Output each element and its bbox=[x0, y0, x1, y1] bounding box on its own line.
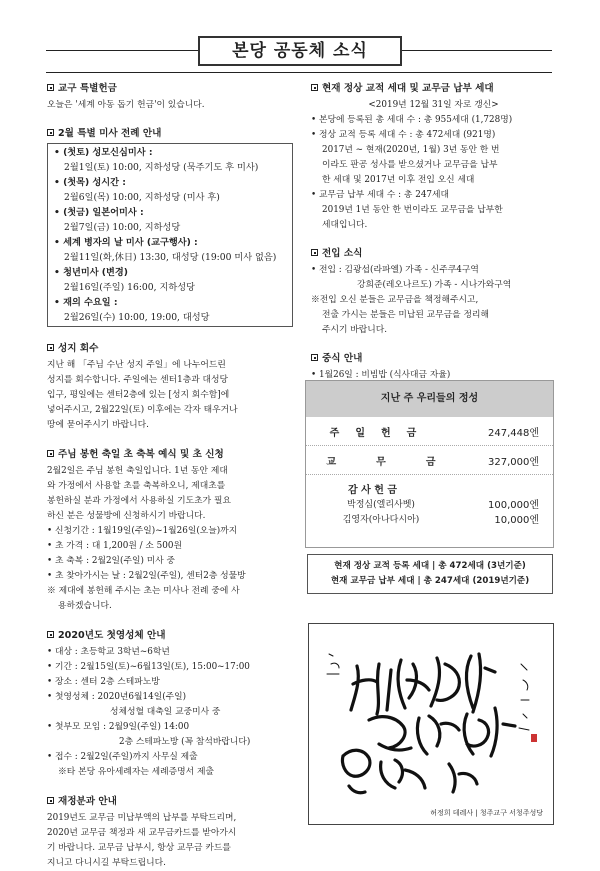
paragraph-line: 와 가정에서 사용할 초를 축복하오니, 제대초를 bbox=[47, 481, 226, 491]
household-summary-box bbox=[307, 554, 553, 594]
schedule-detail: 2월7일(금) 10:00, 지하성당 bbox=[64, 222, 181, 233]
section-candle-blessing: 주님 봉헌 축일 초 축복 예식 및 초 신청 2월2일은 주님 봉헌 축일입니다. 1년 동안 제대 와 가정에서 사용할 초를 축복하오니, 제대초를 봉헌하실 분과 가정에서 사용하실 기도초가 필요 하신 분은 성물방에 신청하시기 바랍니다. • 신청기간 : 1월19일(주일)~1월26일(오늘)까지 • 초 가격 : 대 1,200원 / 소 500원 • 초 축복 : 2월2일(주일) 미사 중 • 초 찾아가시는 날 : 2월2일(주일), 센터2층 성물방 ※ 제대에 봉헌해 주시는 초는 미사나 전례 중에 사 용하겠습니다. bbox=[47, 447, 293, 614]
section-heading: 중식 안내 bbox=[322, 353, 363, 364]
section-first-communion: 2020년도 첫영성체 안내 • 대상 : 초등학교 3학년~6학년 • 기간 : 2월15일(토)~6월13일(토), 15:00~17:00 • 장소 : 센터 2층 스테파노방 • 첫영성체 : 2020년6월14일(주일) 성체성혈 대축일 교중미사 중 • 첫부모 모임 : 2월9일(주일) 14:00 2층 스테파노방 (꼭 참석바랍니다) • 접수 : 2월2일(주일)까지 사무실 제출 ※타 본당 유아세례자는 세례증명서 제출 bbox=[47, 628, 293, 780]
section-household-stats: 현재 정상 교적 세대 및 교무금 납부 세대 <2019년 12월 31일 자로 갱신> • 본당에 등록된 총 세대 수 : 총 955세대 (1,728명) • 정상 교적 등록 세대 수 : 총 472세대 (921명) 2017년 ~ 현재(2020년, 1월) 3년 동안 한 번 이라도 판공 성사를 받으셨거나 교무금을 납부 한 세대 및 2017년 이후 전입 오신 세대 • 교무금 납부 세대 수 : 총 247세대 2019년 1년 동안 한 번이라도 교무금을 납부한 세대입니다. bbox=[311, 81, 556, 233]
schedule-label: 청년미사 (변경) bbox=[63, 267, 128, 278]
paragraph-line: 2월2일은 주님 봉헌 축일입니다. 1년 동안 제대 bbox=[47, 466, 228, 476]
paragraph-line: 2020년 교무금 책정과 새 교무금카드를 받아가시 bbox=[47, 828, 237, 838]
note-line: ※전입 오신 분들은 교무금을 책정해주시고, bbox=[311, 295, 479, 305]
paragraph-line: 넣어주시고, 2월22일(토) 이후에는 각자 태우거나 bbox=[47, 405, 238, 415]
offering-title: 지난 주 우리들의 정성 bbox=[306, 381, 553, 417]
section-heading: 교구 특별헌금 bbox=[58, 83, 117, 94]
paragraph-line: 지난 해 「주님 수난 성지 주일」에 나누어드린 bbox=[47, 360, 226, 370]
bullet-item: 초 가격 : 대 1,200원 / 소 500원 bbox=[55, 541, 182, 551]
bullet-item: 전입 : 김광섭(라파엘) 가족 - 신주쿠4구역 bbox=[319, 265, 479, 275]
bullet-item: 접수 : 2월2일(주일)까지 사무실 제출 bbox=[55, 752, 198, 762]
paragraph-line: 2019년도 교무금 미납부액의 납부를 부탁드리며, bbox=[47, 813, 237, 823]
section-lunch: 중식 안내 • 1월26일 : 비빔밥 (식사대금 자율) bbox=[311, 351, 556, 398]
schedule-label: 세계 병자의 날 미사 (교구행사) : bbox=[63, 237, 198, 248]
square-bullet-icon bbox=[311, 84, 318, 91]
bullet-item: 첫부모 모임 : 2월9일(주일) 14:00 bbox=[55, 722, 190, 732]
schedule-label: (첫목) 성시간 : bbox=[63, 177, 126, 188]
square-bullet-icon bbox=[47, 450, 54, 457]
offering-label: 교무금 bbox=[326, 456, 476, 468]
paragraph-line: 하신 분은 성물방에 신청하시기 바랍니다. bbox=[47, 511, 206, 521]
bullet-item: 대상 : 초등학교 3학년~6학년 bbox=[55, 647, 170, 657]
offering-amount: 247,448엔 bbox=[487, 427, 539, 439]
bullet-sub-line: 성체성혈 대축일 교중미사 중 bbox=[110, 707, 221, 717]
schedule-label: (첫토) 성모신심미사 : bbox=[63, 147, 153, 158]
bullet-item: 장소 : 센터 2층 스테파노방 bbox=[55, 677, 160, 687]
bullet-item: 신청기간 : 1월19일(주일)~1월26일(오늘)까지 bbox=[55, 526, 238, 536]
paragraph-line: 지니고 다니시길 부탁드립니다. bbox=[47, 858, 166, 868]
mass-schedule-box: • (첫토) 성모신심미사 : 2월1일(토) 10:00, 지하성당 (묵주기도 후 미사) • (첫목) 성시간 : 2월6일(목) 10:00, 지하성당 (미사 후) • (첫금) 일본어미사 : 2월7일(금) 10:00, 지하성당 • 세계 병자의 날 미사 (교구행사) : 2월11일(화,休日) 13:30, 대성당 (19:00 미사 없음) • 청년미사 (변경) 2월16일(주일) 16:00, 지하성당 • 재의 수요일 : 2월26일(수) 10:00, 19:00, 대성당 bbox=[47, 143, 293, 327]
schedule-detail: 2월1일(토) 10:00, 지하성당 (묵주기도 후 미사) bbox=[64, 162, 259, 173]
seal-stamp-icon bbox=[531, 734, 537, 742]
bullet-item: 첫영성체 : 2020년6월14일(주일) bbox=[55, 692, 187, 702]
square-bullet-icon bbox=[47, 129, 54, 136]
paragraph-line: 기 바랍니다. 교무금 납부시, 항상 교무금 카드를 bbox=[47, 843, 231, 853]
section-heading: 2월 특별 미사 전례 안내 bbox=[58, 128, 162, 139]
summary-line: 현재 정상 교적 등록 세대 | 총 472세대 (3년기준) bbox=[334, 561, 526, 571]
schedule-label: 재의 수요일 : bbox=[63, 297, 118, 308]
paragraph-line: 입구, 평일에는 센터2층에 있는 [성지 회수함]에 bbox=[47, 390, 230, 400]
section-mass-schedule bbox=[47, 126, 293, 327]
square-bullet-icon bbox=[47, 631, 54, 638]
bullet-item: 1월26일 : 비빔밥 (식사대금 자율) bbox=[319, 370, 451, 380]
square-bullet-icon bbox=[311, 354, 318, 361]
section-heading: 현재 정상 교적 세대 및 교무금 납부 세대 bbox=[322, 83, 494, 94]
calligraphy-caption: 허정희 데레사 | 청주교구 서청주성당 bbox=[430, 809, 543, 817]
bullet-sub-line: 이라도 판공 성사를 받으셨거나 교무금을 납부 bbox=[322, 160, 498, 170]
bullet-sub-line: 2층 스테파노방 (꼭 참석바랍니다) bbox=[119, 737, 251, 747]
offering-row bbox=[306, 446, 553, 475]
bullet-sub-line: 강희준(레오나르도) 가족 - 시나가와구역 bbox=[357, 280, 512, 290]
thanks-name: 김영자(아나다시아) bbox=[342, 515, 420, 525]
thanks-amount: 10,000엔 bbox=[494, 515, 539, 526]
subtitle: <2019년 12월 31일 자로 갱신> bbox=[368, 100, 499, 110]
bullet-sub-line: 한 세대 및 2017년 이후 전입 오신 세대 bbox=[322, 175, 475, 185]
bullet-item: 초 축복 : 2월2일(주일) 미사 중 bbox=[55, 556, 175, 566]
bullet-sub-line: 2019년 1년 동안 한 번이라도 교무금을 납부한 bbox=[322, 205, 503, 215]
thanks-row bbox=[306, 498, 553, 513]
thanks-name: 박정심(엘리사벳) bbox=[347, 500, 415, 510]
bullet-item: 본당에 등록된 총 세대 수 : 총 955세대 (1,728명) bbox=[319, 115, 513, 125]
schedule-detail: 2월16일(주일) 16:00, 지하성당 bbox=[64, 282, 195, 293]
section-heading: 주님 봉헌 축일 초 축복 예식 및 초 신청 bbox=[58, 449, 224, 460]
thanks-row bbox=[306, 513, 553, 528]
left-column bbox=[47, 81, 293, 871]
note-line: ※타 본당 유아세례자는 세례증명서 제출 bbox=[58, 767, 214, 777]
thanks-amount: 100,000엔 bbox=[487, 500, 539, 511]
summary-line: 현재 교무금 납부 세대 | 총 247세대 (2019년기준) bbox=[330, 576, 530, 586]
note-line: 전출 가시는 분들은 미납된 교무금을 정리해 bbox=[322, 310, 489, 320]
section-special-collection bbox=[47, 81, 293, 113]
paragraph-line: 봉헌하실 분과 가정에서 사용하실 기도초가 필요 bbox=[47, 496, 231, 506]
bullet-item: 초 찾아가시는 날 : 2월2일(주일), 센터2층 성물방 bbox=[55, 571, 246, 581]
note-line: 주시기 바랍니다. bbox=[322, 325, 388, 335]
square-bullet-icon bbox=[47, 84, 54, 91]
note-line: ※ 제대에 봉헌해 주시는 초는 미사나 전례 중에 사 bbox=[47, 586, 240, 596]
square-bullet-icon bbox=[47, 344, 54, 351]
paragraph-line: 땅에 묻어주시기 바랍니다. bbox=[47, 420, 149, 430]
offering-table bbox=[305, 380, 554, 548]
section-heading: 재정분과 안내 bbox=[58, 796, 117, 807]
thanks-offering bbox=[306, 475, 553, 528]
square-bullet-icon bbox=[47, 797, 54, 804]
bullet-sub-line: 세대입니다. bbox=[322, 220, 368, 230]
right-column bbox=[311, 81, 556, 398]
page-title: 본당 공동체 소식 bbox=[198, 36, 402, 66]
paragraph: 오늘은 '세계 아동 돕기 헌금'이 있습니다. bbox=[47, 100, 205, 110]
offering-row bbox=[306, 417, 553, 446]
bullet-sub-line: 2017년 ~ 현재(2020년, 1월) 3년 동안 한 번 bbox=[322, 145, 500, 155]
schedule-label: (첫금) 일본어미사 : bbox=[63, 207, 144, 218]
section-heading: 전입 소식 bbox=[322, 248, 363, 259]
square-bullet-icon bbox=[311, 249, 318, 256]
header-rule bbox=[46, 72, 552, 73]
bullet-item: 정상 교적 등록 세대 수 : 총 472세대 (921명) bbox=[319, 130, 496, 140]
section-finance bbox=[47, 794, 293, 871]
paragraph-line: 성지를 회수합니다. 주일에는 센터1층과 대성당 bbox=[47, 375, 229, 385]
section-transfer-news: 전입 소식 • 전입 : 김광섭(라파엘) 가족 - 신주쿠4구역 강희준(레오나르도) 가족 - 시나가와구역 ※전입 오신 분들은 교무금을 책정해주시고, 전출 가시는 분들은 미납된 교무금을 정리해 주시기 바랍니다. bbox=[311, 246, 556, 338]
thanks-label: 감 사 헌 금 bbox=[348, 485, 398, 496]
section-palm-collection bbox=[47, 341, 293, 433]
bullet-item: 교무금 납부 세대 수 : 총 247세대 bbox=[319, 190, 450, 200]
schedule-detail: 2월11일(화,休日) 13:30, 대성당 (19:00 미사 없음) bbox=[64, 252, 277, 263]
schedule-detail: 2월6일(목) 10:00, 지하성당 (미사 후) bbox=[64, 192, 220, 203]
calligraphy-image bbox=[309, 624, 551, 822]
schedule-detail: 2월26일(수) 10:00, 19:00, 대성당 bbox=[64, 312, 210, 323]
bullet-item: 기간 : 2월15일(토)~6월13일(토), 15:00~17:00 bbox=[55, 662, 250, 672]
offering-amount: 327,000엔 bbox=[487, 456, 539, 468]
calligraphy-artwork bbox=[308, 623, 554, 825]
offering-label: 주일헌금 bbox=[329, 427, 433, 439]
section-heading: 성지 회수 bbox=[58, 343, 99, 354]
note-line: 용하겠습니다. bbox=[58, 601, 112, 611]
section-heading: 2020년도 첫영성체 안내 bbox=[58, 630, 166, 641]
